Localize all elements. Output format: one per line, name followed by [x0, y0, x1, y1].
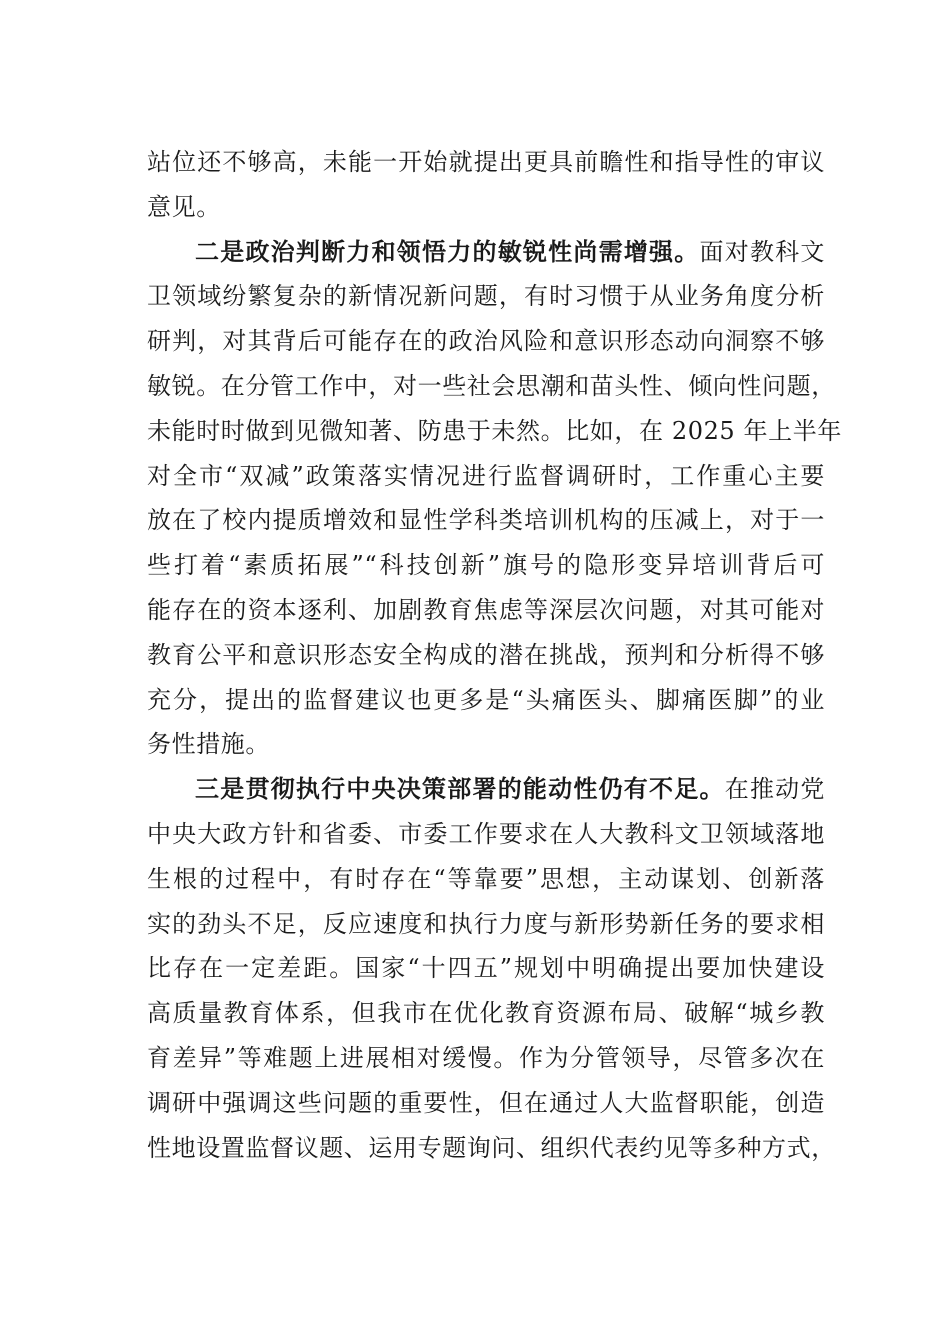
- document-body: [147, 140, 842, 1170]
- paragraph-point-two: [147, 230, 842, 768]
- text-line: 比存在一定差距。国家“十四五”规划中明确提出要加快建设: [147, 954, 825, 983]
- text-line: 能存在的资本逐利、加剧教育焦虑等深层次问题，对其可能对: [147, 595, 825, 624]
- text-line: 些打着“素质拓展”“科技创新”旗号的隐形变异培训背后可: [147, 551, 825, 580]
- text-line: 充分，提出的监督建议也更多是“头痛医头、脚痛医脚”的业: [147, 685, 825, 714]
- text-line: 站位还不够高，未能一开始就提出更具前瞻性和指导性的审议: [147, 148, 825, 176]
- paragraph-lead-tail: 面对教科文: [699, 237, 825, 266]
- text-line: 实的劲头不足，反应速度和执行力度与新形势新任务的要求相: [147, 909, 825, 938]
- paragraph-lead-sentence: 二是政治判断力和领悟力的敏锐性尚需增强。: [195, 237, 700, 266]
- paragraph-continuation: [147, 140, 825, 230]
- text-line: 高质量教育体系，但我市在优化教育资源布局、破解“城乡教: [147, 999, 825, 1028]
- text-line: 对全市“双减”政策落实情况进行监督调研时，工作重心主要: [147, 461, 825, 490]
- paragraph-point-three: [147, 767, 836, 1170]
- paragraph-lead-tail: 在推动党: [724, 775, 825, 804]
- text-line: 卫领域纷繁复杂的新情况新问题，有时习惯于从业务角度分析: [147, 282, 825, 311]
- paragraph-lead-sentence: 三是贯彻执行中央决策部署的能动性仍有不足。: [195, 775, 725, 804]
- text-line: 育差异”等难题上进展相对缓慢。作为分管领导，尽管多次在: [147, 1043, 825, 1072]
- text-line: 调研中强调这些问题的重要性，但在通过人大监督职能，创造: [147, 1088, 825, 1117]
- text-line: 未能时时做到见微知著、防患于未然。比如，在 2025 年上半年: [147, 416, 842, 445]
- text-line: 性地设置监督议题、运用专题询问、组织代表约见等多种方式，: [147, 1133, 836, 1162]
- text-line: 生根的过程中，有时存在“等靠要”思想，主动谋划、创新落: [147, 864, 825, 893]
- text-line: 中央大政方针和省委、市委工作要求在人大教科文卫领域落地: [147, 819, 825, 848]
- paragraph-first-line: [147, 230, 825, 275]
- text-line: 放在了校内提质增效和显性学科类培训机构的压减上，对于一: [147, 506, 825, 535]
- text-line: 教育公平和意识形态安全构成的潜在挑战，预判和分析得不够: [147, 640, 825, 669]
- text-line: 敏锐。在分管工作中，对一些社会思潮和苗头性、倾向性问题，: [147, 371, 836, 400]
- text-line: 务性措施。: [147, 730, 270, 759]
- text-line: 研判，对其背后可能存在的政治风险和意识形态动向洞察不够: [147, 327, 825, 356]
- text-line: 意见。: [147, 192, 221, 221]
- paragraph-first-line: [147, 767, 825, 812]
